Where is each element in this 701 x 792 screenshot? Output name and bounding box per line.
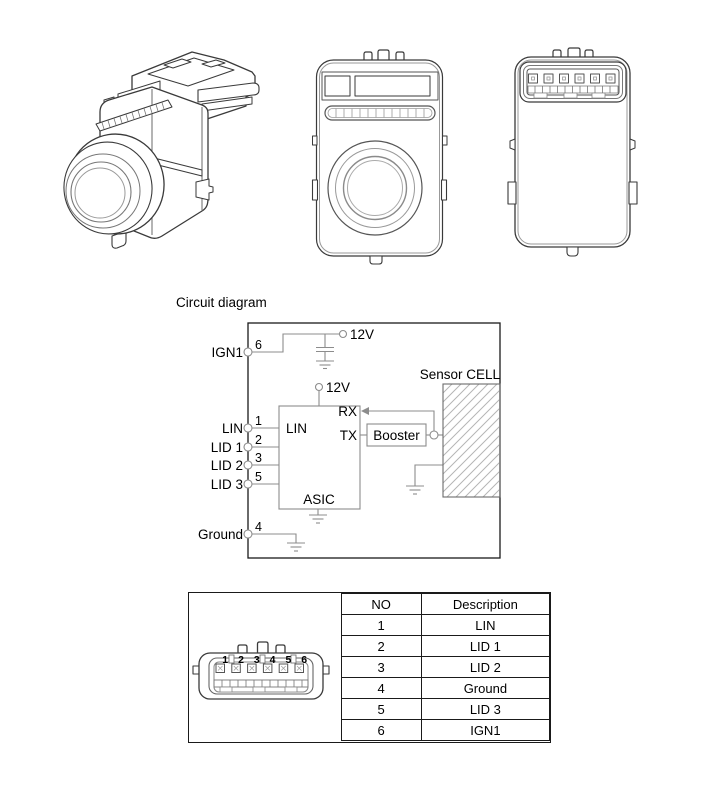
sensor-cell-block (443, 384, 500, 497)
connector-pin-number-1: 1 (222, 654, 229, 666)
connector-pin-number-3: 3 (253, 654, 260, 666)
pin-terminal-4 (244, 530, 252, 538)
pin-number-6: 6 (255, 338, 262, 352)
cell-pin-no: 5 (341, 699, 421, 720)
sensor-rear-view-figure (506, 44, 646, 268)
pin-label-lid1: LID 1 (210, 440, 243, 455)
connector-pin-number-4: 4 (269, 654, 276, 666)
circuit-diagram-title: Circuit diagram (176, 295, 267, 310)
table-row (341, 699, 550, 720)
cell-pin-no: 2 (341, 636, 421, 657)
cell-pin-desc: LIN (421, 615, 549, 636)
cell-pin-no: 1 (341, 615, 421, 636)
cell-pin-desc: Ground (421, 678, 549, 699)
pin-label-lid3: LID 3 (210, 477, 243, 492)
pin-terminal-6 (244, 348, 252, 356)
connector-face-figure (191, 621, 331, 709)
rx-arrowhead (361, 407, 369, 415)
cell-pin-no: 6 (341, 720, 421, 741)
v12-terminal-top (340, 331, 347, 338)
connector-pin-number-5: 5 (285, 654, 292, 666)
pin-number-1: 1 (255, 414, 262, 428)
sensor-perspective-view-figure (56, 30, 268, 262)
cell-pin-desc: LID 3 (421, 699, 549, 720)
pin-number-5: 5 (255, 470, 262, 484)
pin-terminal-5 (244, 480, 252, 488)
header-no: NO (341, 594, 421, 615)
connector-pinout-panel (188, 592, 551, 743)
table-row (341, 657, 550, 678)
pin-label-ign1: IGN1 (211, 345, 243, 360)
pin-terminal-2 (244, 443, 252, 451)
v12-label-top: 12V (350, 327, 375, 342)
pin-terminal-1 (244, 424, 252, 432)
cell-pin-no: 4 (341, 678, 421, 699)
pin-terminal-3 (244, 461, 252, 469)
asic-label: ASIC (303, 492, 335, 507)
asic-lin-label: LIN (286, 421, 308, 436)
table-row (341, 636, 550, 657)
asic-rx-label: RX (338, 404, 357, 419)
pin-label-lin: LIN (221, 421, 243, 436)
cell-pin-no: 3 (341, 657, 421, 678)
sensor-cell-label: Sensor CELL (419, 367, 500, 382)
booster-label: Booster (373, 428, 420, 443)
pin-number-4: 4 (255, 520, 262, 534)
table-row (341, 678, 550, 699)
sensor-front-view-figure (312, 44, 448, 268)
asic-tx-label: TX (339, 428, 357, 443)
table-row (341, 720, 550, 741)
pin-label-lid2: LID 2 (210, 458, 243, 473)
cell-pin-desc: IGN1 (421, 720, 549, 741)
v12-label-mid: 12V (326, 380, 351, 395)
cell-pin-desc: LID 2 (421, 657, 549, 678)
pin-number-3: 3 (255, 451, 262, 465)
booster-output-terminal (430, 431, 438, 439)
pin-number-2: 2 (255, 433, 262, 447)
pin-description-table (341, 593, 551, 741)
cell-pin-desc: LID 1 (421, 636, 549, 657)
connector-pin-number-2: 2 (238, 654, 244, 666)
table-row (341, 615, 550, 636)
v12-terminal-mid (316, 384, 323, 391)
circuit-diagram (160, 316, 510, 566)
pin-label-ground: Ground (197, 527, 243, 542)
table-header-row (341, 594, 550, 615)
header-description: Description (421, 594, 549, 615)
connector-pin-number-6: 6 (301, 654, 308, 666)
